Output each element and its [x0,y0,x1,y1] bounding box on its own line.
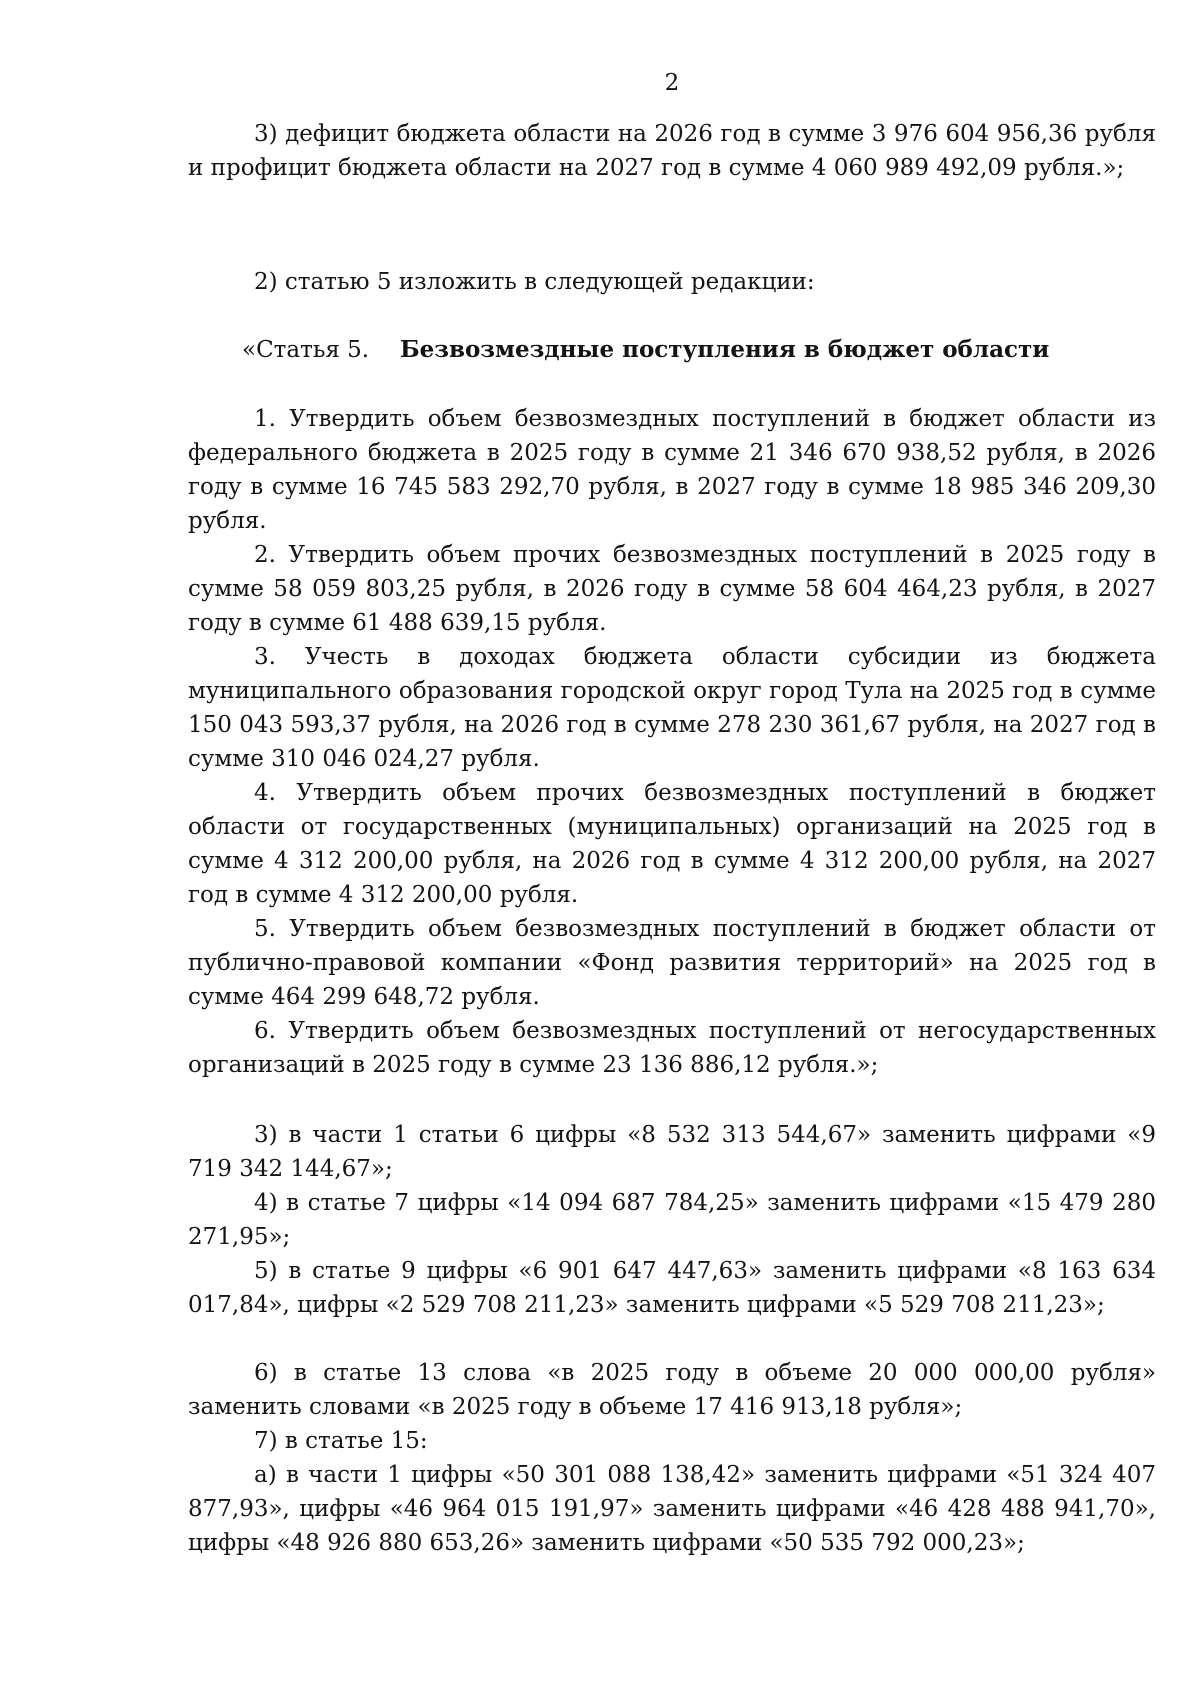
article-item-1: 1. Утвердить объем безвозмездных поступлений в бюджет области из федерального бюджета в 2025 году в сумме 21 346 670 938,52 рубля, в 2026 году в сумме 16 745 583 292,70 рубля, в 2027 году в сумме 18 985 346 209,30 рубля. [188,406,1156,534]
page-number: 2 [664,70,680,96]
amendment-7: 7) в статье 15: [254,1428,428,1454]
article-number: «Статья 5. [242,337,370,363]
amendment-4: 4) в статье 7 цифры «14 094 687 784,25» заменить цифрами «15 479 280 271,95»; [188,1190,1156,1250]
amendment-6: 6) в статье 13 слова «в 2025 году в объеме 20 000 000,00 рубля» заменить словами «в 2025 году в объеме 17 416 913,18 рубля»; [188,1360,1156,1420]
article-item-2: 2. Утвердить объем прочих безвозмездных поступлений в 2025 году в сумме 58 059 803,25 рубля, в 2026 году в сумме 58 604 464,23 рубля, в 2027 году в сумме 61 488 639,15 рубля. [188,542,1156,636]
intro-paragraph: 3) дефицит бюджета области на 2026 год в сумме 3 976 604 956,36 рубля и профицит бюджета области на 2027 год в сумме 4 060 989 492,09 рубля.»; [188,121,1156,181]
amendment-7a: а) в части 1 цифры «50 301 088 138,42» заменить цифрами «51 324 407 877,93», цифры «46 964 015 191,97» заменить цифрами «46 428 488 941,70», цифры «48 926 880 653,26» заменить цифрами «50 535 792 000,23»; [188,1462,1156,1556]
instruction-restate-article: 2) статью 5 изложить в следующей редакции: [254,269,815,295]
article-item-3: 3. Учесть в доходах бюджета области субсидии из бюджета муниципального образования городской округ город Тула на 2025 год в сумме 150 043 593,37 рубля, на 2026 год в сумме 278 230 361,67 рубля, на 2027 год в сумме 310 046 024,27 рубля. [188,644,1156,772]
article-item-5: 5. Утвердить объем безвозмездных поступлений в бюджет области от публично-правовой компании «Фонд развития территорий» на 2025 год в сумме 464 299 648,72 рубля. [188,916,1156,1010]
article-title: Безвозмездные поступления в бюджет области [400,336,1050,363]
article-item-6: 6. Утвердить объем безвозмездных поступлений от негосударственных организаций в 2025 году в сумме 23 136 886,12 рубля.»; [188,1018,1156,1078]
amendment-3: 3) в части 1 статьи 6 цифры «8 532 313 544,67» заменить цифрами «9 719 342 144,67»; [188,1122,1156,1182]
amendment-5: 5) в статье 9 цифры «6 901 647 447,63» заменить цифрами «8 163 634 017,84», цифры «2 529 708 211,23» заменить цифрами «5 529 708 211,23»; [188,1258,1156,1318]
article-item-4: 4. Утвердить объем прочих безвозмездных поступлений в бюджет области от государственных (муниципальных) организаций на 2025 год в сумме 4 312 200,00 рубля, на 2026 год в сумме 4 312 200,00 рубля, на 2027 год в сумме 4 312 200,00 рубля. [188,780,1156,908]
article-heading [242,333,1049,367]
